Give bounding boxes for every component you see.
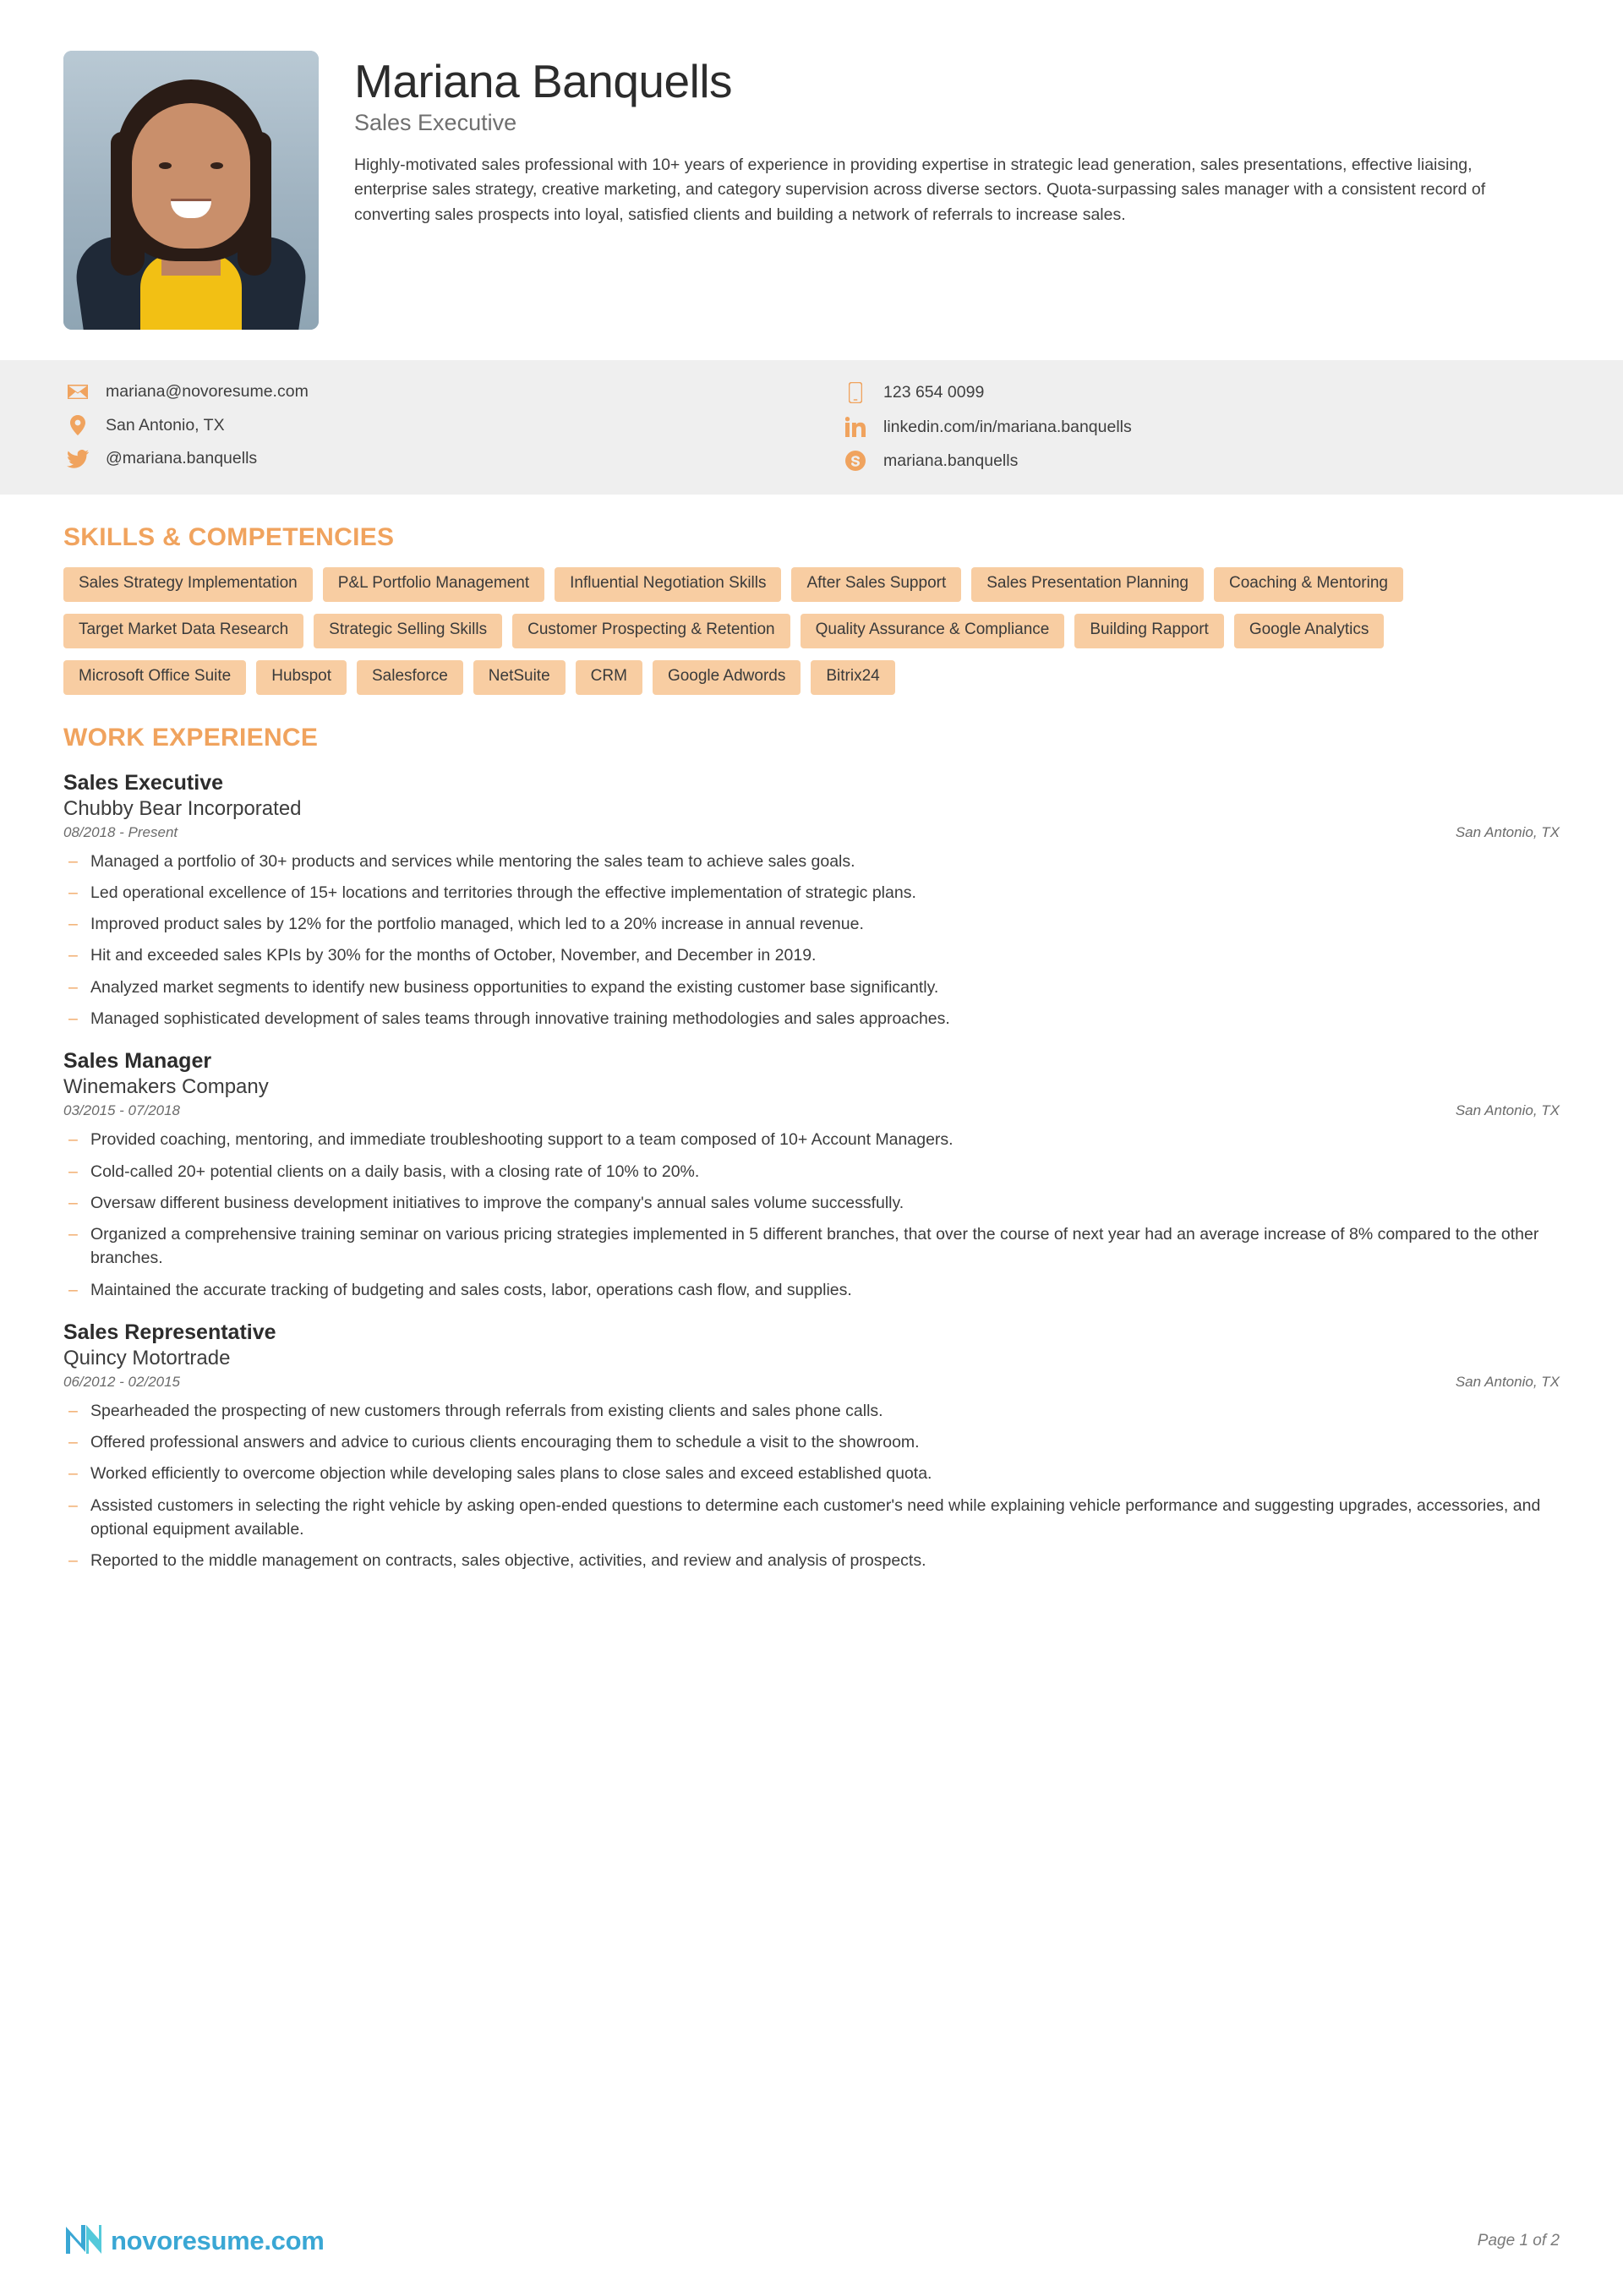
page-title: Mariana Banquells bbox=[354, 55, 733, 107]
contact-twitter-value: @mariana.banquells bbox=[106, 449, 258, 467]
job-bullet: – Spearheaded the prospecting of new customers through referrals from existing clients and sales phone calls. bbox=[63, 1399, 1560, 1423]
job-bullet: – Organized a comprehensive training seminar on various pricing strategies implemented in 5 different branches, that over the course of next year had an average increase of 8% compared to the other branches. bbox=[63, 1222, 1560, 1271]
job-entry bbox=[63, 1049, 1560, 1302]
skype-icon bbox=[841, 451, 870, 471]
job-bullet: – Provided coaching, mentoring, and immediate troubleshooting support to a team composed of 10+ Account Managers. bbox=[63, 1128, 1560, 1151]
twitter-icon bbox=[63, 450, 92, 468]
skill-chip: Microsoft Office Suite bbox=[63, 660, 246, 695]
contact-column-left bbox=[63, 382, 841, 471]
contact-email[interactable] bbox=[63, 382, 841, 402]
photo-eye-right bbox=[210, 162, 223, 169]
skills-section bbox=[0, 523, 1623, 695]
photo-eye-left bbox=[159, 162, 172, 169]
header-text-block bbox=[319, 51, 1560, 330]
job-dates: 06/2012 - 02/2015 bbox=[63, 1373, 181, 1390]
skill-chip: Strategic Selling Skills bbox=[314, 614, 502, 648]
skills-list bbox=[63, 567, 1484, 695]
job-bullet: – Analyzed market segments to identify new business opportunities to expand the existing customer base significantly. bbox=[63, 976, 1560, 999]
job-bullet: – Worked efficiently to overcome objection while developing sales plans to close sales and exceed established quota. bbox=[63, 1462, 1560, 1485]
job-bullet: – Improved product sales by 12% for the portfolio managed, which led to a 20% increase in annual revenue. bbox=[63, 912, 1560, 936]
contact-phone-value: 123 654 0099 bbox=[883, 383, 985, 402]
contact-twitter[interactable] bbox=[63, 449, 841, 468]
job-bullet: – Hit and exceeded sales KPIs by 30% for the months of October, November, and December in 2019. bbox=[63, 943, 1560, 967]
contact-column-right bbox=[841, 382, 1560, 471]
job-company: Winemakers Company bbox=[63, 1075, 269, 1099]
skill-chip: Target Market Data Research bbox=[63, 614, 303, 648]
avatar bbox=[63, 51, 319, 330]
contact-linkedin-value: linkedin.com/in/mariana.banquells bbox=[883, 417, 1132, 436]
job-role: Sales Executive bbox=[63, 770, 224, 795]
job-meta bbox=[63, 824, 1560, 841]
job-bullet: – Oversaw different business development initiatives to improve the company's annual sales volume successfully. bbox=[63, 1191, 1560, 1215]
job-location: San Antonio, TX bbox=[1455, 1373, 1560, 1390]
skill-chip: After Sales Support bbox=[791, 567, 961, 602]
job-entry bbox=[63, 771, 1560, 1031]
skill-chip: Quality Assurance & Compliance bbox=[801, 614, 1065, 648]
contact-location bbox=[63, 415, 841, 435]
skill-chip: Hubspot bbox=[256, 660, 347, 695]
skill-chip: Coaching & Mentoring bbox=[1214, 567, 1403, 602]
header-job-title: Sales Executive bbox=[354, 109, 517, 135]
profile-summary: Highly-motivated sales professional with 10+ years of experience in providing expertise in strategic lead generation, sales presentations, effective liaising, enterprise sales strategy, creative marketing, and category supervision across diverse sectors. Quota-surpassing sales manager with a consistent record of converting sales prospects into loyal, satisfied clients and building a network of referrals to increase sales. bbox=[354, 155, 1486, 224]
job-dates: 03/2015 - 07/2018 bbox=[63, 1102, 181, 1119]
skill-chip: CRM bbox=[576, 660, 642, 695]
job-meta bbox=[63, 1102, 1560, 1119]
job-role: Sales Representative bbox=[63, 1320, 276, 1344]
work-section-title: WORK EXPERIENCE bbox=[63, 723, 319, 752]
skill-chip: Sales Presentation Planning bbox=[971, 567, 1204, 602]
job-bullet: – Reported to the middle management on contracts, sales objective, activities, and review and analysis of prospects. bbox=[63, 1549, 1560, 1572]
contact-linkedin[interactable] bbox=[841, 417, 1560, 437]
job-bullets bbox=[63, 1128, 1560, 1302]
job-bullet: – Assisted customers in selecting the right vehicle by asking open-ended questions to determine each customer's need while explaining vehicle performance and suggesting upgrades, accessories, and optional equipment available. bbox=[63, 1494, 1560, 1542]
contact-phone bbox=[841, 382, 1560, 403]
skill-chip: Salesforce bbox=[357, 660, 463, 695]
novoresume-logo-icon bbox=[63, 2222, 102, 2260]
contact-email-value: mariana@novoresume.com bbox=[106, 382, 309, 401]
skills-section-title: SKILLS & COMPETENCIES bbox=[63, 523, 395, 551]
skill-chip: Bitrix24 bbox=[811, 660, 894, 695]
job-entry bbox=[63, 1320, 1560, 1573]
job-bullet: – Managed a portfolio of 30+ products and services while mentoring the sales team to achieve sales goals. bbox=[63, 850, 1560, 873]
resume-header bbox=[0, 0, 1623, 360]
job-bullets bbox=[63, 850, 1560, 1031]
skill-chip: Customer Prospecting & Retention bbox=[512, 614, 790, 648]
job-bullets bbox=[63, 1399, 1560, 1573]
job-role: Sales Manager bbox=[63, 1049, 212, 1074]
skill-chip: Sales Strategy Implementation bbox=[63, 567, 313, 602]
job-bullet: – Managed sophisticated development of sales teams through innovative training methodologies and sales approaches. bbox=[63, 1007, 1560, 1030]
skill-chip: Influential Negotiation Skills bbox=[555, 567, 781, 602]
job-location: San Antonio, TX bbox=[1455, 1102, 1560, 1119]
job-meta bbox=[63, 1374, 1560, 1391]
page-footer bbox=[0, 2186, 1623, 2296]
novoresume-logo[interactable] bbox=[63, 2222, 325, 2260]
contact-skype-value: mariana.banquells bbox=[883, 451, 1019, 470]
skill-chip: Google Adwords bbox=[653, 660, 801, 695]
job-location: San Antonio, TX bbox=[1455, 823, 1560, 840]
job-company: Chubby Bear Incorporated bbox=[63, 796, 302, 820]
skill-chip: Google Analytics bbox=[1234, 614, 1385, 648]
linkedin-icon bbox=[841, 417, 870, 437]
email-icon bbox=[63, 384, 92, 400]
skill-chip: NetSuite bbox=[473, 660, 566, 695]
job-dates: 08/2018 - Present bbox=[63, 823, 178, 840]
job-bullet: – Maintained the accurate tracking of budgeting and sales costs, labor, operations cash flow, and supplies. bbox=[63, 1278, 1560, 1302]
phone-icon bbox=[841, 382, 870, 403]
photo-face bbox=[132, 103, 250, 249]
location-pin-icon bbox=[63, 415, 92, 435]
job-bullet: – Offered professional answers and advice to curious clients encouraging them to schedule a visit to the showroom. bbox=[63, 1430, 1560, 1454]
work-experience-section bbox=[0, 724, 1623, 1573]
contact-location-value: San Antonio, TX bbox=[106, 415, 225, 435]
page-number: Page 1 of 2 bbox=[1477, 2232, 1560, 2250]
skill-chip: Building Rapport bbox=[1074, 614, 1223, 648]
contact-bar bbox=[0, 360, 1623, 495]
job-bullet: – Led operational excellence of 15+ locations and territories through the effective implementation of strategic plans. bbox=[63, 881, 1560, 905]
job-company: Quincy Motortrade bbox=[63, 1346, 231, 1369]
novoresume-logo-text: novoresume.com bbox=[111, 2226, 325, 2255]
contact-skype[interactable] bbox=[841, 451, 1560, 471]
skill-chip: P&L Portfolio Management bbox=[323, 567, 544, 602]
job-bullet: – Cold-called 20+ potential clients on a daily basis, with a closing rate of 10% to 20%. bbox=[63, 1160, 1560, 1184]
